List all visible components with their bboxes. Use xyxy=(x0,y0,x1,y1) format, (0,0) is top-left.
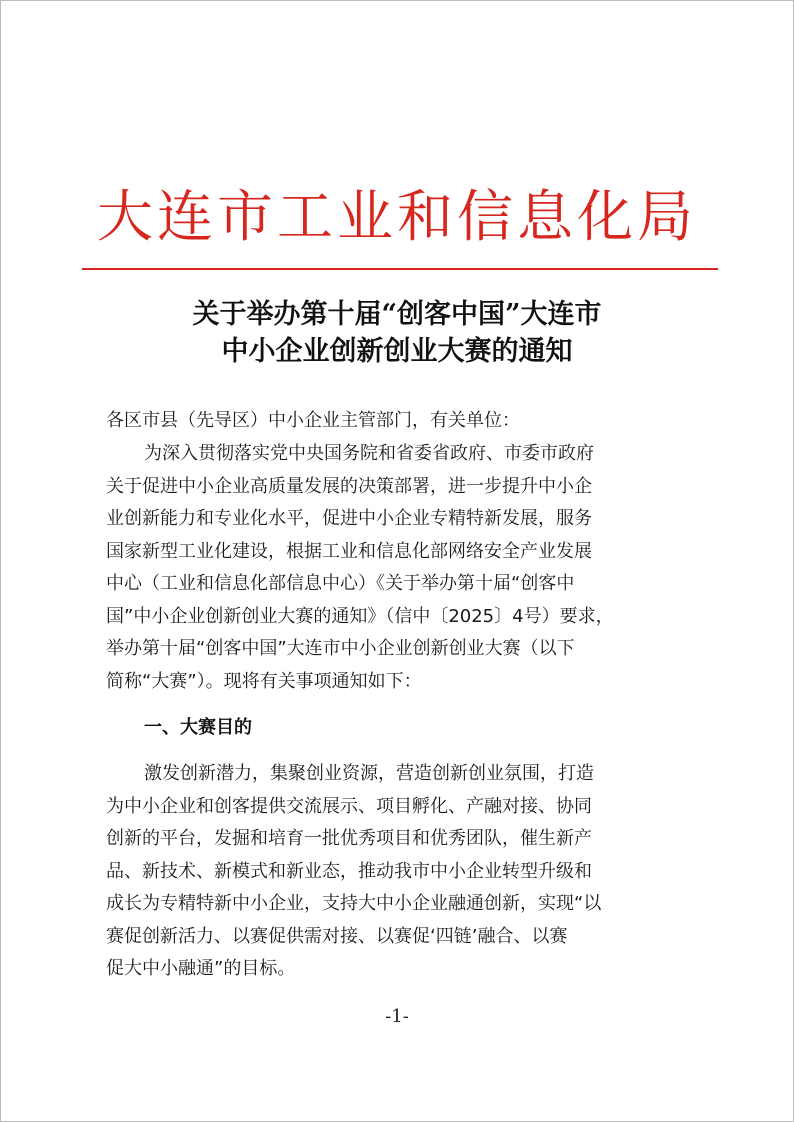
paragraph-line: 品、新技术、新模式和新业态，推动我市中小企业转型升级和 xyxy=(106,860,592,882)
paragraph-line: 激发创新潜力，集聚创业资源，营造创新创业氛围，打造 xyxy=(144,763,594,784)
paragraph-line: 成长为专精特新中小企业，支持大中小企业融通创新，实现“以 xyxy=(106,893,602,914)
paragraph-line: 为深入贯彻落实党中央国务院和省委省政府、市委市政府 xyxy=(144,443,594,464)
paragraph-line: 国”中小企业创新创业大赛的通知》（信中〔2025〕4号）要求， xyxy=(106,605,614,627)
document-title-line-1: 关于举办第十届“创客中国”大连市 xyxy=(192,299,602,330)
paragraph-line: 关于促进中小企业高质量发展的决策部署，进一步提升中小企 xyxy=(106,475,592,497)
paragraph-purpose-intro xyxy=(106,438,696,708)
paragraph-contest-purpose xyxy=(106,758,696,998)
paragraph-line: 中心（工业和信息化部信息中心）《关于举办第十届“创客中 xyxy=(106,573,575,594)
section-heading: 一、大赛目的 xyxy=(144,717,252,738)
paragraph-line: 简称“大赛”）。现将有关事项通知如下： xyxy=(106,670,422,692)
page-number: -1- xyxy=(385,1006,409,1027)
paragraph-line: 创新的平台，发掘和培育一批优秀项目和优秀团队，催生新产 xyxy=(106,828,592,849)
paragraph-line: 举办第十届“创客中国”大连市中小企业创新创业大赛（以下 xyxy=(106,638,575,659)
paragraph-line: 促大中小融通”的目标。 xyxy=(106,958,296,979)
paragraph-line: 业创新能力和专业化水平，促进中小企业专精特新发展，服务 xyxy=(106,508,592,529)
salutation: 各区市县（先导区）中小企业主管部门，有关单位： xyxy=(106,410,520,431)
paragraph-line: 国家新型工业化建设，根据工业和信息化部网络安全产业发展 xyxy=(106,540,592,562)
document-title-line-2: 中小企业创新创业大赛的通知 xyxy=(221,336,573,367)
paragraph-line: 赛促创新活力、以赛促供需对接、以赛促‘四链’融合、以赛 xyxy=(106,925,568,947)
letterhead-issuer: 大连市工业和信息化局 xyxy=(97,185,697,250)
letterhead-red-rule xyxy=(82,268,718,270)
paragraph-line: 为中小企业和创客提供交流展示、项目孵化、产融对接、协同 xyxy=(106,795,592,817)
